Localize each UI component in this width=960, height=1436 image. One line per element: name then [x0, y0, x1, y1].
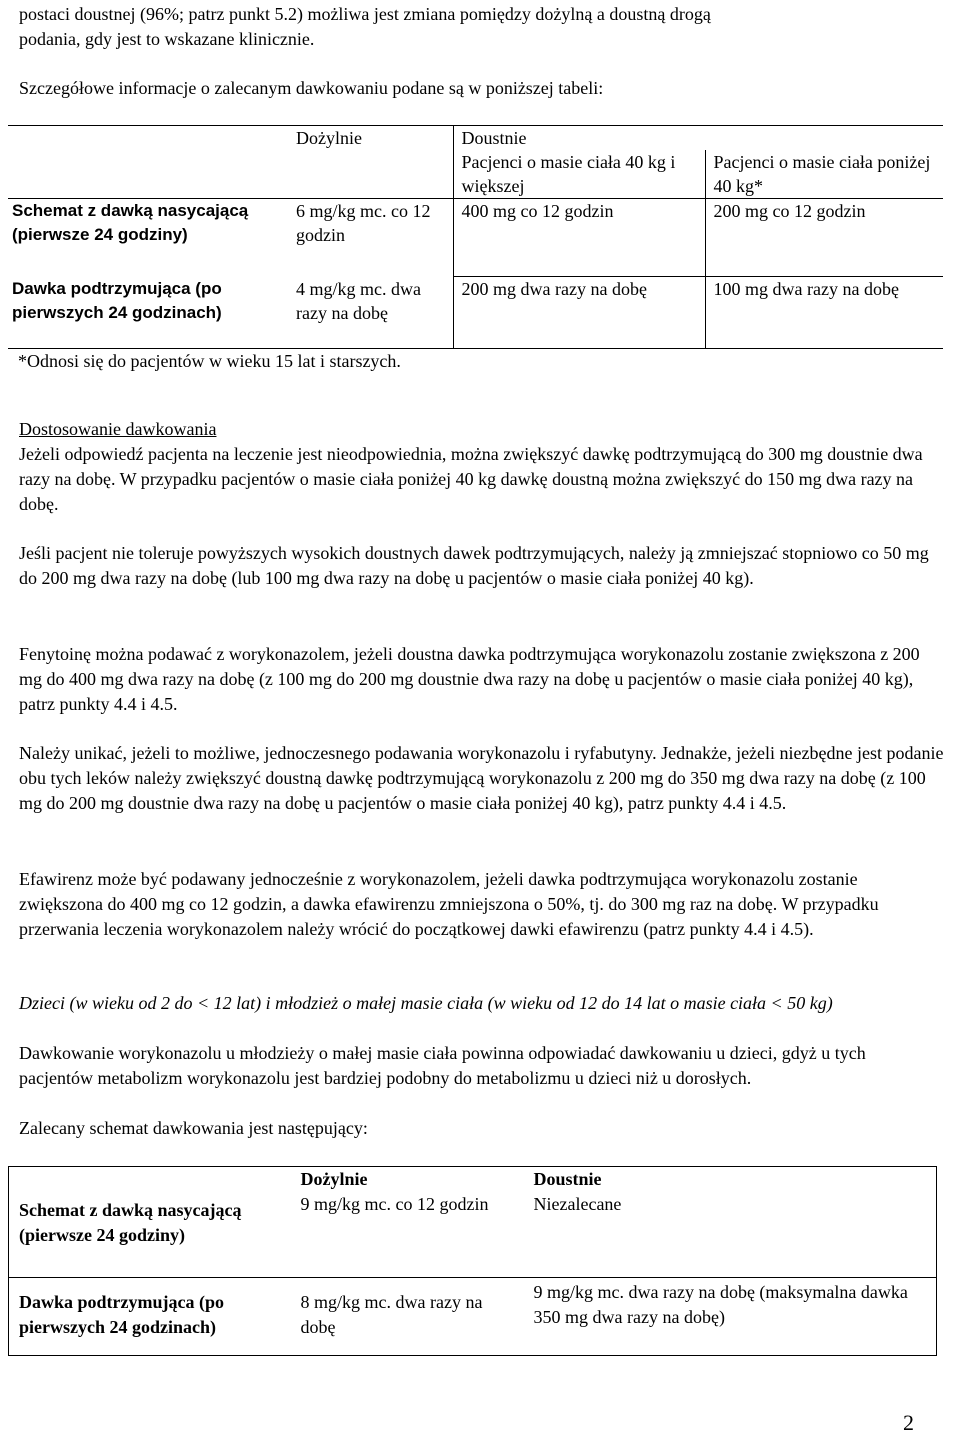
table1-header-oral: Doustnie: [453, 126, 943, 151]
intro-line-1: postaci doustnej (96%; patrz punkt 5.2) możliwa jest zmiana pomiędzy dożylną a doustną drogą: [19, 4, 711, 24]
table1-footnote: *Odnosi się do pacjentów w wieku 15 lat i starszych.: [18, 351, 401, 371]
table2-header-iv: Dożylnie: [300, 1169, 368, 1189]
paragraph-4: Należy unikać, jeżeli to możliwe, jednoczesnego podawania worykonazolu i ryfabutyny. Jednakże, jeżeli niezbędne jest podanie obu tych leków należy zwiększyć doustną dawkę podtrzymującą worykonazolu z 200 mg do 350 mg dwa razy na dobę (z 100 mg do 200 mg doustnie dwa razy na dobę u pacjentów o masie ciała poniżej 40 kg), patrz punkty 4.4 i 4.5.: [19, 743, 944, 813]
table2-row2-label: Dawka podtrzymująca (po pierwszych 24 godzinach): [19, 1291, 224, 1337]
paragraph-1: Jeżeli odpowiedź pacjenta na leczenie jest nieodpowiednia, można zwiększyć dawkę podtrzymującą do 300 mg doustnie dwa razy na dobę. W przypadku pacjentów o masie ciała poniżej 40 kg dawkę doustną można zwiększyć do 150 mg dwa razy na dobę.: [19, 444, 923, 514]
paragraph-3: Fenytoinę można podawać z worykonazolem, jeżeli doustna dawka podtrzymująca worykonazolu zostanie zwiększona z 200 mg do 400 mg dwa razy na dobę (z 100 mg do 200 mg doustnie dwa razy na dobę u pacjentów o masie ciała poniżej 40 kg), patrz punkty 4.4 i 4.5.: [19, 644, 920, 714]
table2-row1-oral: Niezalecane: [524, 1192, 937, 1277]
table1-row1-label: Schemat z dawką nasycającą (pierwsze 24 godziny): [8, 199, 290, 277]
table1-row2-oral-40plus: 200 mg dwa razy na dobę: [453, 277, 705, 349]
page-number: 2: [903, 1410, 914, 1435]
table-row: [8, 277, 943, 349]
table1-row2-iv: 4 mg/kg mc. dwa razy na dobę: [290, 277, 453, 349]
table2-corner-cell: [9, 1167, 291, 1193]
table2-header-oral: Doustnie: [533, 1169, 602, 1189]
children-text: Dawkowanie worykonazolu u młodzieży o małej masie ciała powinna odpowiadać dawkowaniu u dzieci, gdyż u tych pacjentów metabolizm worykonazolu jest bardziej podobny do metabolizmu u dzieci niż u dorosłych.: [19, 1043, 866, 1088]
table-row: [9, 1192, 937, 1277]
table1-header-oral-under40: Pacjenci o masie ciała poniżej 40 kg*: [705, 150, 943, 199]
table1-row2-label: Dawka podtrzymująca (po pierwszych 24 godzinach): [8, 277, 290, 349]
table-intro: Szczegółowe informacje o zalecanym dawkowaniu podane są w poniższej tabeli:: [19, 78, 604, 98]
table1-corner-cell: [8, 126, 290, 199]
table1-header-oral-40plus: Pacjenci o masie ciała 40 kg i większej: [453, 150, 705, 199]
table1-row1-oral-40plus: 400 mg co 12 godzin: [453, 199, 705, 277]
paragraph-5: Efawirenz może być podawany jednocześnie z worykonazolem, jeżeli dawka podtrzymująca worykonazolu zostanie zwiększona do 400 mg co 12 godzin, a dawka efawirenzu zmniejszona o 50%, tj. do 300 mg raz na dobę. W przypadku przerwania leczenia worykonazolem należy wrócić do początkowej dawki efawirenzu (patrz punkty 4.4 i 4.5).: [19, 869, 879, 939]
section-heading: Dostosowanie dawkowania: [19, 419, 217, 439]
table2-row2-iv: 8 mg/kg mc. dwa razy na dobę: [300, 1291, 483, 1337]
children-heading: Dzieci (w wieku od 2 do < 12 lat) i młodzież o małej masie ciała (w wieku od 12 do 14 lat o masie ciała < 50 kg): [19, 993, 833, 1013]
table1-row1-iv: 6 mg/kg mc. co 12 godzin: [290, 199, 453, 277]
table1-row1-oral-under40: 200 mg co 12 godzin: [705, 199, 943, 277]
paragraph-2: Jeśli pacjent nie toleruje powyższych wysokich doustnych dawek podtrzymujących, należy ją zmniejszać stopniowo co 50 mg do 200 mg dwa razy na dobę (lub 100 mg dwa razy na dobę u pacjentów o masie ciała poniżej 40 kg).: [19, 543, 929, 588]
children-intro: Zalecany schemat dawkowania jest następujący:: [19, 1118, 368, 1138]
table1-row2-oral-under40: 100 mg dwa razy na dobę: [705, 277, 943, 349]
dosage-table-children: [8, 1166, 937, 1356]
table-row: [9, 1277, 937, 1355]
table2-row1-label: Schemat z dawką nasycającą (pierwsze 24 godziny): [9, 1192, 291, 1277]
table-row: [8, 199, 943, 277]
table2-row1-iv: 9 mg/kg mc. co 12 godzin: [291, 1192, 524, 1277]
table1-header-iv: Dożylnie: [290, 126, 453, 199]
table2-row2-oral: 9 mg/kg mc. dwa razy na dobę (maksymalna dawka 350 mg dwa razy na dobę): [533, 1281, 908, 1327]
intro-line-2: podania, gdy jest to wskazane klinicznie.: [19, 29, 315, 49]
dosage-table-adults: [8, 125, 943, 373]
